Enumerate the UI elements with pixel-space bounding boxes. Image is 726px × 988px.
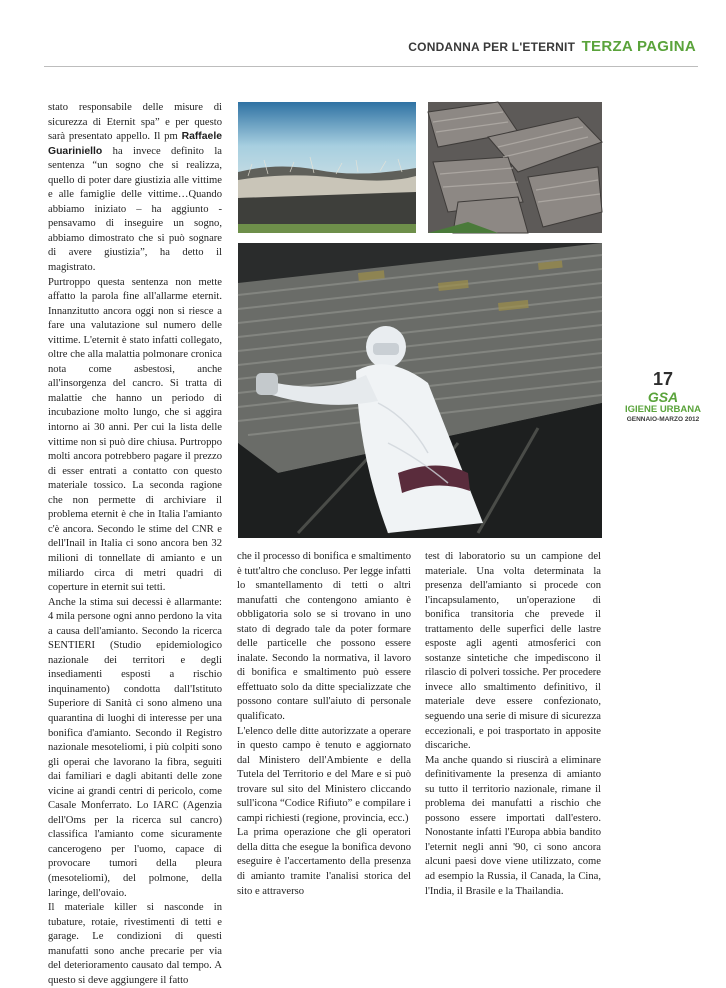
- paragraph: La prima operazione che gli operatori della ditta che esegue la bonifica devono eseguire è l'accertamento della presenza di amianto tramite l'analisi storica del sito e attraverso: [237, 827, 411, 897]
- paragraph: test di laboratorio su un campione del materiale. Una volta determinata la presenza dell'amianto si procede con l'incapsulamento, un'operazione di bonifica transitoria che prevede il trattamento delle superfici delle lastre esposte agli agenti atmosferici con sostanze sintetiche che impediscono il rilascio di polveri tossiche. Per procedere invece allo smaltimento definitivo, il materiale deve essere confezionato, seguendo una serie di misure di sicurezza eccezionali, e poi trasportato in apposite discariche.: [425, 551, 601, 752]
- paragraph: L'elenco delle ditte autorizzate a operare in questo campo è tenuto e aggiornato dal Ministero dell'Ambiente e della Tutela del Territorio e del Mare e si può trovare sul sito del Ministero cliccando sull'icona “Codice Rifiuto” e compilare i campi richiesti (regione, provincia, ecc.): [237, 725, 411, 824]
- paragraph: che il processo di bonifica e smaltimento è tutt'altro che concluso. Per legge infatti lo smantellamento di tetti o altri manufatti che contengono amianto è obbligatoria solo se si trovano in uno stato di degrado tale da poter formare delle particelle che possono essere inalate. Secondo la normativa, il lavoro di bonifica e smaltimento può essere effettuato solo da ditte specializzate che possono contare sull'aiuto di personale qualificato.: [237, 551, 411, 723]
- header-rule: [44, 66, 698, 67]
- paragraph: Ma anche quando si riuscirà a eliminare definitivamente la presenza di amianto su tutto il territorio nazionale, rimane il problema dei manufatti a rischio che possono essere importati dall'estero. Nonostante infatti l'Europa abbia bandito l'eternit negli anni '90, ci sono ancora alcuni paesi dove viene utilizzato, come ad esempio la Russia, il Canada, la Cina, l'India, il Brasile e la Thailandia.: [425, 754, 601, 897]
- article-column-1: [48, 101, 222, 986]
- broken-eternit-sheets-photo: [428, 102, 602, 233]
- paragraph: stato responsabile delle misure di sicurezza di Eternit spa” e per questo sarà presentato appello. Il pm Raffaele Guariniello ha invece definito la sentenza “un sogno che si realizza, quello di poter dare giustizia alle vittime e alle famiglie delle vittime…Quando abbiamo iniziato – ha aggiunto - pensavamo di inseguire un sogno, abbiamo dimostrato che si può sognare di avere giustizia”, ha detto il magistrato.: [48, 102, 222, 274]
- page-sidebar-badge: [606, 370, 720, 424]
- paragraph: Purtroppo questa sentenza non mette affatto la parola fine all'allarme eternit. Innanzitutto ancora oggi non si riesce a fare una valutazione sul numero delle vittime. L'eternit è stato infatti collegato, oltre che alla malattia polmonare cronica nota come asbestosi, anche all'insorgenza del cancro. Si tratta di malattie che hanno un periodo di incubazione molto lungo, che si aggira intorno ai 30 anni. Per cui la lista delle vittime non si può dire chiusa. Purtroppo molti ancora potrebbero pagare il prezzo di esser entrati a contatto con questo materiale tossico. La seconda ragione che non permette di archiviare il problema eternit è che in Italia l'amianto c'è ancora. Secondo le stime del CNR e dell'Inail in Italia ci sono ancora ben 32 milioni di tonnellate di amianto e un miliardo circa di metri quadri di coperture in eternit sui tetti.: [48, 276, 222, 594]
- rubric-title: TERZA PAGINA: [581, 38, 696, 55]
- magazine-brand: IGIENE URBANA: [624, 404, 701, 415]
- paragraph: Anche la stima sui decessi è allarmante: 4 mila persone ogni anno perdono la vita a causa dell'amianto. Secondo la ricerca SENTIERI (Studio epidemiologico nazionale dei territori e degli insediamenti esposti a rischio inquinamento) condotta dall'Istituto Superiore di Sanità ci sono almeno una quarantina di luoghi di interesse per una bonifica d'amianto. Secondo il Registro nazionale mesoteliomi, i più colpiti sono gli operai che lavorano la fibra, seguiti dai familiari e dagli abitanti delle zone vicine ai grandi centri di pericolo, come Casale Monferrato. Lo IARC (Agenzia dell'Oms per la ricerca sul cancro) classifica l'amianto come sicuramente cancerogeno per l'uomo, capace di provocare tumori della pleura (mesoteliomi), del polmone, della laringe, dell'ovaio.: [48, 596, 222, 899]
- page-header: [408, 38, 696, 56]
- section-title: CONDANNA PER L'ETERNIT: [408, 40, 576, 54]
- issue-date: GENNAIO-MARZO 2012: [626, 416, 700, 423]
- highlighted-name: Raffaele Guariniello: [48, 131, 222, 157]
- worker-in-protective-suit-removing-roof-photo: [238, 243, 602, 538]
- close-up-asbestos-fibers-photo: [238, 102, 416, 233]
- article-column-3: [425, 550, 601, 897]
- magazine-logo: GSA: [647, 389, 679, 405]
- article-column-2: [237, 550, 411, 897]
- page-number: 17: [652, 369, 674, 389]
- paragraph: Il materiale killer si nasconde in tubature, rotaie, rivestimenti di tetti e garage. Le condizioni di questi manufatti sono anche precarie per via del deterioramento causato dal tempo. A questo si deve aggiungere il fatto: [48, 902, 222, 986]
